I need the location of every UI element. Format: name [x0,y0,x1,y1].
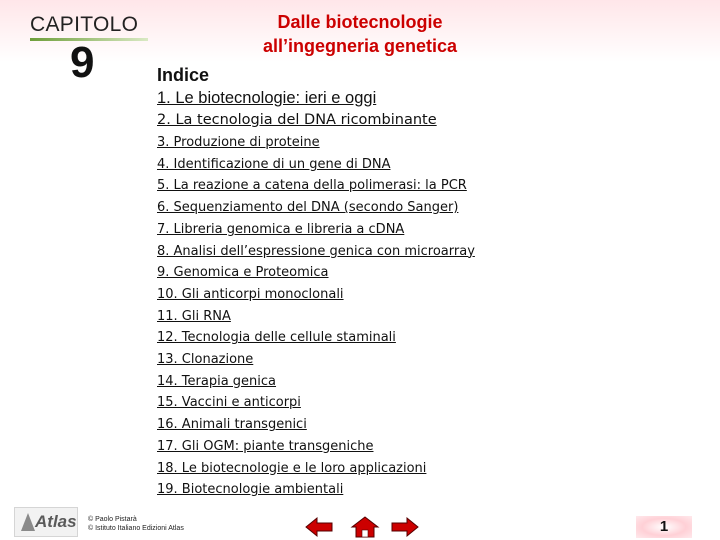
index-item [157,262,475,284]
index-item [157,108,475,132]
index-item [157,219,475,241]
copyright-line-2: © Istituto Italiano Edizioni Atlas [88,525,184,532]
index-item [157,371,475,393]
index-link-1[interactable]: 1. Le biotecnologie: ieri e oggi [157,89,377,107]
index-link-17[interactable]: 17. Gli OGM: piante transgeniche [157,438,374,454]
index-item [157,306,475,328]
index-item [157,414,475,436]
index-link-3[interactable]: 3. Produzione di proteine [157,135,320,150]
index-link-16[interactable]: 16. Animali transgenici [157,417,307,433]
next-button[interactable] [390,516,420,538]
chapter-number: 9 [70,38,95,87]
page-number: 1 [636,516,692,538]
index-item [157,197,475,219]
index-item [157,88,475,108]
arrow-left-icon [304,516,334,538]
copyright [88,515,184,533]
index-link-18[interactable]: 18. Le biotecnologie e le loro applicazioni [157,460,427,476]
logo-mark-icon [21,513,35,531]
index-link-4[interactable]: 4. Identificazione di un gene di DNA [157,156,391,172]
page-title [240,10,480,58]
index-link-5[interactable]: 5. La reazione a catena della polimerasi: la PCR [157,178,467,194]
index-link-11[interactable]: 11. Gli RNA [157,308,231,324]
index-item [157,154,475,176]
index-item [157,479,475,501]
index-item [157,132,475,154]
index-link-6[interactable]: 6. Sequenziamento del DNA (secondo Sanger) [157,200,459,216]
index-link-19[interactable]: 19. Biotecnologie ambientali [157,482,344,498]
index-item [157,175,475,197]
copyright-line-1: © Paolo Pistarà [88,516,137,523]
index-link-10[interactable]: 10. Gli anticorpi monoclonali [157,286,344,302]
index-link-13[interactable]: 13. Clonazione [157,352,254,368]
index-link-14[interactable]: 14. Terapia genica [157,373,277,389]
index-item [157,327,475,349]
index-link-15[interactable]: 15. Vaccini e anticorpi [157,395,301,411]
index-link-12[interactable]: 12. Tecnologia delle cellule staminali [157,330,396,346]
index-link-9[interactable]: 9. Genomica e Proteomica [157,265,329,281]
previous-button[interactable] [304,516,334,538]
home-button[interactable] [350,516,380,538]
index-item [157,241,475,263]
index-item [157,458,475,480]
index-item [157,392,475,414]
chapter-label: CAPITOLO [30,13,139,36]
home-icon [350,516,380,538]
index-link-8[interactable]: 8. Analisi dell’espressione genica con microarray [157,243,475,259]
index-item [157,349,475,371]
index-link-7[interactable]: 7. Libreria genomica e libreria a cDNA [157,221,405,237]
index-list [157,88,475,501]
index-heading: Indice [157,65,210,85]
title-line-2: all’ingegneria genetica [262,36,458,56]
index-link-2[interactable]: 2. La tecnologia del DNA ricombinante [157,112,437,128]
logo-text: Atlas [35,512,77,531]
index-item [157,284,475,306]
title-line-1: Dalle biotecnologie [277,12,443,32]
index-item [157,436,475,458]
arrow-right-icon [390,516,420,538]
publisher-logo [14,507,78,537]
